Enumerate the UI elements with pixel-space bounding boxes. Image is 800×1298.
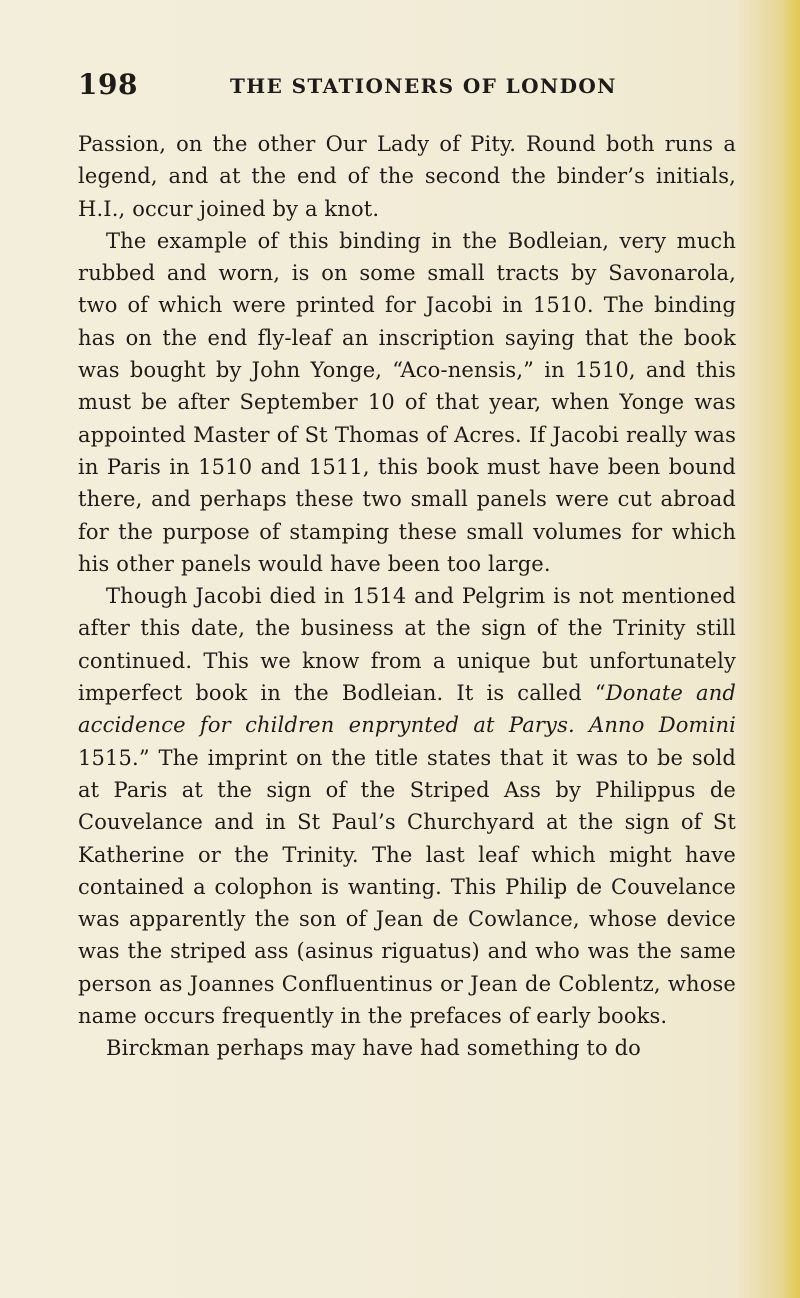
book-title-italic: Donate and accidence for children enprynted at Parys. Anno Domini xyxy=(78,681,736,738)
page-edge-shadow xyxy=(782,0,800,1298)
page-header xyxy=(78,68,718,108)
paragraph-1: Passion, on the other Our Lady of Pity. Round both runs a legend, and at the end of the second the binder’s initials, H.I., occur joined by a knot. xyxy=(78,132,736,221)
paragraph-2: The example of this binding in the Bodleian, very much rubbed and worn, is on some small tracts by Savonarola, two of which were printed for Jacobi in 1510. The binding has on the end fly-leaf an inscription saying that the book was bought by John Yonge, “Aco-nensis,” in 1510, and this must be after September 10 of that year, when Yonge was appointed Master of St Thomas of Acres. If Jacobi really was in Paris in 1510 and 1511, this book must have been bound there, and perhaps these two small panels were cut abroad for the purpose of stamping these small volumes for which his other panels would have been too large. xyxy=(78,228,736,576)
running-head: THE STATIONERS OF LONDON xyxy=(230,74,617,98)
page-number: 198 xyxy=(78,68,138,101)
paragraph-3-text-before-title: Though Jacobi died in 1514 and Pelgrim is not mentioned after this date, the business at the sign of the Trinity still continued. This we know from a unique but unfortunately imperfect book in the Bodleian. It is called “ xyxy=(78,584,736,706)
paragraph-4: Birckman perhaps may have had something to do xyxy=(106,1036,641,1061)
body-text xyxy=(78,128,736,1065)
paragraph-3-text-after-title: 1515.” The imprint on the title states that it was to be sold at Paris at the sign of the Striped Ass by Philippus de Couvelance and in St Paul’s Churchyard at the sign of St Katherine or the Trinity. The last leaf which might have contained a colophon is wanting. This Philip de Couvelance was apparently the son of Jean de Cowlance, whose device was the striped ass (asinus riguatus) and who was the same person as Joannes Confluentinus or Jean de Coblentz, whose name occurs frequently in the prefaces of early books. xyxy=(78,745,736,1029)
paragraph-3 xyxy=(78,580,736,1032)
